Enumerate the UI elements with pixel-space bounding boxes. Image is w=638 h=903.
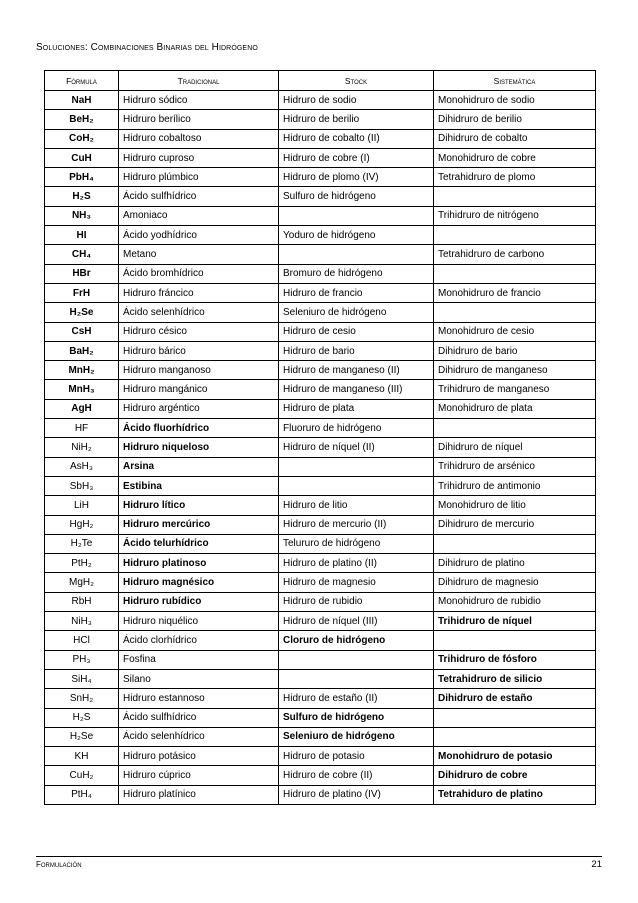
cell-formula: CsH [45,322,119,341]
cell-tradicional: Hidruro cobaltoso [119,129,279,148]
cell-stock: Hidruro de cobre (I) [279,148,434,167]
cell-tradicional: Hidruro bárico [119,341,279,360]
cell-stock: Hidruro de manganeso (II) [279,361,434,380]
cell-sistematica: Dihidruro de cobalto [434,129,596,148]
footer-section-label: Formulación [36,860,82,869]
cell-tradicional: Hidruro argéntico [119,399,279,418]
cell-stock [279,457,434,476]
cell-sistematica: Monohidruro de cesio [434,322,596,341]
table-row [45,283,596,302]
table-row [45,110,596,129]
cell-tradicional: Hidruro estannoso [119,689,279,708]
cell-tradicional: Hidruro sódico [119,91,279,110]
cell-stock: Yoduro de hidrógeno [279,226,434,245]
cell-sistematica [434,708,596,727]
cell-tradicional: Hidruro mercúrico [119,515,279,534]
table-row [45,612,596,631]
table-row [45,341,596,360]
cell-formula: RbH [45,592,119,611]
cell-formula: NH₃ [45,206,119,225]
cell-stock: Hidruro de litio [279,496,434,515]
cell-formula: H₂S [45,708,119,727]
cell-tradicional: Hidruro platínico [119,785,279,804]
cell-stock: Hidruro de francio [279,283,434,302]
cell-sistematica: Dihidruro de níquel [434,438,596,457]
cell-tradicional: Silano [119,669,279,688]
cell-formula: SnH₂ [45,689,119,708]
cell-sistematica [434,534,596,553]
table-row [45,303,596,322]
cell-stock [279,206,434,225]
cell-tradicional: Hidruro cuproso [119,148,279,167]
cell-sistematica [434,419,596,438]
table-row [45,245,596,264]
cell-stock: Hidruro de sodio [279,91,434,110]
cell-formula: NaH [45,91,119,110]
cell-tradicional: Hidruro lítico [119,496,279,515]
cell-tradicional: Ácido bromhídrico [119,264,279,283]
table-row [45,168,596,187]
table-row [45,554,596,573]
cell-sistematica: Dihidruro de bario [434,341,596,360]
cell-tradicional: Hidruro niqueloso [119,438,279,457]
cell-stock: Hidruro de magnesio [279,573,434,592]
table-row [45,785,596,804]
cell-formula: CH₄ [45,245,119,264]
cell-tradicional: Ácido selenhídrico [119,303,279,322]
cell-stock: Hidruro de rubidio [279,592,434,611]
nomenclature-table [44,70,596,805]
cell-sistematica: Dihidruro de platino [434,554,596,573]
cell-tradicional: Hidruro cúprico [119,766,279,785]
cell-sistematica: Tetrahidruro de carbono [434,245,596,264]
table-row [45,766,596,785]
cell-formula: HI [45,226,119,245]
cell-stock: Sulfuro de hidrógeno [279,708,434,727]
cell-tradicional: Metano [119,245,279,264]
cell-sistematica: Monohidruro de litio [434,496,596,515]
cell-formula: H₂S [45,187,119,206]
cell-sistematica: Monohidruro de cobre [434,148,596,167]
cell-stock: Hidruro de platino (IV) [279,785,434,804]
cell-tradicional: Fosfina [119,650,279,669]
cell-formula: H₂Se [45,303,119,322]
table-row [45,148,596,167]
cell-tradicional: Hidruro césico [119,322,279,341]
cell-tradicional: Amoniaco [119,206,279,225]
cell-stock: Hidruro de bario [279,341,434,360]
cell-tradicional: Hidruro rubídico [119,592,279,611]
cell-formula: SiH₄ [45,669,119,688]
table-row [45,264,596,283]
cell-tradicional: Ácido sulfhídrico [119,187,279,206]
cell-stock: Hidruro de plomo (IV) [279,168,434,187]
cell-tradicional: Hidruro berílico [119,110,279,129]
cell-sistematica [434,264,596,283]
cell-tradicional: Hidruro niquélico [119,612,279,631]
cell-stock: Hidruro de estaño (II) [279,689,434,708]
table-row [45,187,596,206]
cell-sistematica: Tetrahidruro de silicio [434,669,596,688]
cell-stock [279,245,434,264]
cell-formula: HCl [45,631,119,650]
table-row [45,91,596,110]
cell-sistematica: Trihidruro de arsénico [434,457,596,476]
cell-sistematica: Dihidruro de estaño [434,689,596,708]
cell-stock: Telururo de hidrógeno [279,534,434,553]
cell-stock: Seleniuro de hidrógeno [279,727,434,746]
cell-stock: Cloruro de hidrógeno [279,631,434,650]
cell-sistematica [434,303,596,322]
header-stock: Stock [279,71,434,91]
page-title: Soluciones: Combinaciones Binarias del Hidrógeno [36,42,258,53]
cell-sistematica: Monohidruro de sodio [434,91,596,110]
cell-formula: PH₃ [45,650,119,669]
table-row [45,631,596,650]
cell-formula: MnH₂ [45,361,119,380]
cell-tradicional: Ácido telurhídrico [119,534,279,553]
cell-sistematica: Tetrahidruro de plomo [434,168,596,187]
cell-stock [279,476,434,495]
table-row [45,476,596,495]
table-row [45,727,596,746]
cell-tradicional: Hidruro magnésico [119,573,279,592]
table-row [45,496,596,515]
table-row [45,361,596,380]
cell-tradicional: Hidruro plúmbico [119,168,279,187]
cell-tradicional: Hidruro fráncico [119,283,279,302]
cell-sistematica: Dihidruro de berilio [434,110,596,129]
cell-stock: Hidruro de berilio [279,110,434,129]
cell-tradicional: Ácido yodhídrico [119,226,279,245]
table-row [45,592,596,611]
cell-sistematica: Trihidruro de níquel [434,612,596,631]
cell-sistematica: Monohidruro de potasio [434,747,596,766]
table-row [45,129,596,148]
table-body [45,91,596,805]
header-formula: Fórmula [45,71,119,91]
cell-formula: AgH [45,399,119,418]
cell-stock: Hidruro de cesio [279,322,434,341]
cell-tradicional: Ácido clorhídrico [119,631,279,650]
cell-formula: MnH₃ [45,380,119,399]
table-row [45,708,596,727]
cell-sistematica: Monohidruro de plata [434,399,596,418]
cell-formula: AsH₃ [45,457,119,476]
table-row [45,534,596,553]
cell-formula: H₂Te [45,534,119,553]
cell-tradicional: Hidruro mangánico [119,380,279,399]
table-row [45,380,596,399]
cell-sistematica [434,631,596,650]
cell-tradicional: Hidruro manganoso [119,361,279,380]
cell-formula: LiH [45,496,119,515]
cell-stock: Hidruro de platino (II) [279,554,434,573]
cell-stock [279,669,434,688]
cell-sistematica: Tetrahiduro de platino [434,785,596,804]
cell-formula: NiH₃ [45,612,119,631]
cell-formula: H₂Se [45,727,119,746]
cell-stock: Hidruro de potasio [279,747,434,766]
table-row [45,650,596,669]
cell-formula: CoH₂ [45,129,119,148]
cell-sistematica [434,187,596,206]
table-row [45,689,596,708]
cell-stock: Seleniuro de hidrógeno [279,303,434,322]
cell-sistematica: Dihidruro de mercurio [434,515,596,534]
cell-stock: Hidruro de níquel (II) [279,438,434,457]
cell-stock: Bromuro de hidrógeno [279,264,434,283]
cell-stock: Hidruro de manganeso (III) [279,380,434,399]
cell-formula: HF [45,419,119,438]
table-row [45,457,596,476]
header-tradicional: Tradicional [119,71,279,91]
cell-formula: HgH₂ [45,515,119,534]
cell-tradicional: Hidruro potásico [119,747,279,766]
header-sistematica: Sistemática [434,71,596,91]
cell-stock: Hidruro de cobalto (II) [279,129,434,148]
cell-stock: Sulfuro de hidrógeno [279,187,434,206]
cell-stock [279,650,434,669]
cell-formula: BaH₂ [45,341,119,360]
cell-sistematica [434,226,596,245]
table-header-row [45,71,596,91]
cell-formula: KH [45,747,119,766]
cell-tradicional: Hidruro platinoso [119,554,279,573]
cell-tradicional: Arsina [119,457,279,476]
table-row [45,515,596,534]
cell-stock: Hidruro de mercurio (II) [279,515,434,534]
cell-sistematica: Dihidruro de manganeso [434,361,596,380]
table-row [45,573,596,592]
cell-tradicional: Ácido sulfhídrico [119,708,279,727]
cell-sistematica: Monohidruro de rubidio [434,592,596,611]
page-number: 21 [591,859,602,870]
cell-formula: CuH₂ [45,766,119,785]
cell-formula: PtH₂ [45,554,119,573]
footer-divider [36,856,602,857]
cell-formula: CuH [45,148,119,167]
table-row [45,419,596,438]
cell-sistematica: Dihidruro de cobre [434,766,596,785]
cell-sistematica [434,727,596,746]
cell-formula: HBr [45,264,119,283]
cell-formula: BeH₂ [45,110,119,129]
cell-sistematica: Dihidruro de magnesio [434,573,596,592]
cell-tradicional: Ácido fluorhídrico [119,419,279,438]
table-row [45,669,596,688]
cell-sistematica: Monohidruro de francio [434,283,596,302]
cell-formula: MgH₂ [45,573,119,592]
table-row [45,206,596,225]
cell-tradicional: Ácido selenhídrico [119,727,279,746]
cell-stock: Hidruro de plata [279,399,434,418]
cell-sistematica: Trihidruro de fósforo [434,650,596,669]
cell-sistematica: Trihidruro de nitrógeno [434,206,596,225]
table-row [45,322,596,341]
cell-stock: Hidruro de níquel (III) [279,612,434,631]
table-row [45,399,596,418]
cell-formula: PbH₄ [45,168,119,187]
cell-sistematica: Trihidruro de manganeso [434,380,596,399]
cell-formula: NiH₂ [45,438,119,457]
cell-formula: PtH₄ [45,785,119,804]
cell-tradicional: Estibina [119,476,279,495]
table-row [45,226,596,245]
cell-formula: SbH₃ [45,476,119,495]
cell-formula: FrH [45,283,119,302]
cell-stock: Hidruro de cobre (II) [279,766,434,785]
cell-stock: Fluoruro de hidrógeno [279,419,434,438]
table-row [45,747,596,766]
cell-sistematica: Trihidruro de antimonio [434,476,596,495]
table-row [45,438,596,457]
